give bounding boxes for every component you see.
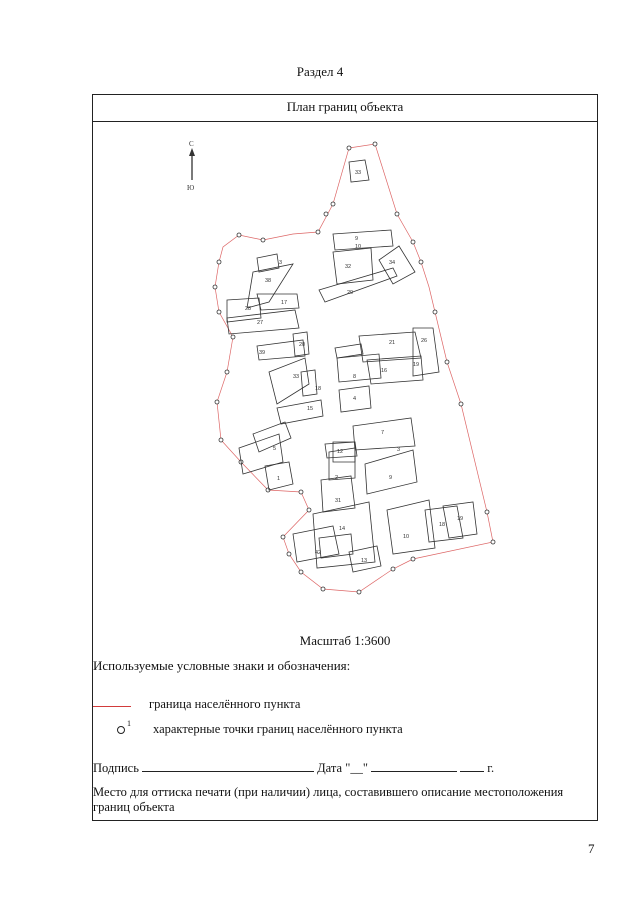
svg-text:10: 10	[403, 534, 410, 540]
svg-text:19: 19	[413, 362, 420, 368]
svg-text:38: 38	[265, 278, 272, 284]
svg-text:12: 12	[337, 449, 344, 455]
svg-text:26: 26	[421, 338, 428, 344]
legend-title: Используемые условные знаки и обозначения:	[93, 658, 351, 673]
svg-text:34: 34	[389, 260, 396, 266]
date-label: Дата	[317, 761, 343, 775]
scale-label: Масштаб 1:3600	[299, 633, 391, 648]
svg-text:42: 42	[315, 550, 322, 556]
svg-text:4: 4	[353, 396, 357, 402]
year-suffix: г.	[487, 761, 495, 775]
svg-text:14: 14	[339, 526, 346, 532]
settlement-boundary	[215, 144, 493, 592]
boundary-point-icon	[117, 726, 125, 734]
svg-text:5: 5	[273, 446, 277, 452]
signature-line[interactable]	[142, 760, 314, 772]
legend-boundary-label: граница населённого пункта	[149, 697, 301, 711]
boundary-plan-map	[93, 122, 597, 627]
svg-text:33: 33	[355, 170, 362, 176]
compass-arrow-icon	[189, 148, 195, 180]
svg-text:21: 21	[389, 340, 396, 346]
svg-text:1: 1	[277, 476, 281, 482]
svg-text:18: 18	[439, 522, 446, 528]
boundary-point-index: 1	[127, 719, 131, 728]
date-year-line[interactable]	[460, 760, 484, 772]
svg-text:17: 17	[281, 300, 288, 306]
svg-text:7: 7	[381, 430, 385, 436]
svg-text:8: 8	[353, 374, 357, 380]
svg-text:9: 9	[355, 236, 359, 242]
parcels	[227, 160, 477, 572]
svg-text:39: 39	[259, 350, 266, 356]
svg-text:28: 28	[245, 306, 252, 312]
svg-text:3: 3	[397, 447, 401, 453]
svg-text:31: 31	[335, 498, 342, 504]
svg-text:18: 18	[315, 386, 322, 392]
legend-points-label: характерные точки границ населённого пункта	[153, 722, 403, 736]
boundary-line-symbol	[93, 706, 131, 707]
plan-frame	[92, 94, 598, 821]
svg-text:10: 10	[355, 244, 362, 250]
svg-text:15: 15	[307, 406, 314, 412]
compass-north-label: С	[189, 140, 194, 148]
stamp-note: Место для оттиска печати (при наличии) лица, составившего описание местоположения границ объекта	[93, 785, 564, 814]
plan-header: План границ объекта	[93, 95, 597, 122]
svg-text:9: 9	[389, 475, 393, 481]
date-day-blank[interactable]: __	[350, 761, 363, 775]
svg-text:29: 29	[347, 290, 354, 296]
section-title: Раздел 4	[296, 64, 344, 79]
boundary-points	[213, 142, 495, 594]
svg-text:13: 13	[361, 558, 368, 564]
svg-text:16: 16	[381, 368, 388, 374]
signature-label: Подпись	[93, 761, 139, 775]
svg-text:20: 20	[299, 342, 306, 348]
svg-text:32: 32	[345, 264, 352, 270]
svg-text:33: 33	[293, 374, 300, 380]
compass-south-label: Ю	[187, 184, 195, 192]
svg-text:3: 3	[279, 260, 283, 266]
svg-text:2: 2	[335, 475, 339, 481]
page-number: 7	[588, 841, 595, 856]
signature-row: Подпись Дата "__" г.	[93, 761, 495, 775]
svg-text:19: 19	[457, 516, 464, 522]
svg-text:27: 27	[257, 320, 264, 326]
date-month-line[interactable]	[371, 760, 457, 772]
